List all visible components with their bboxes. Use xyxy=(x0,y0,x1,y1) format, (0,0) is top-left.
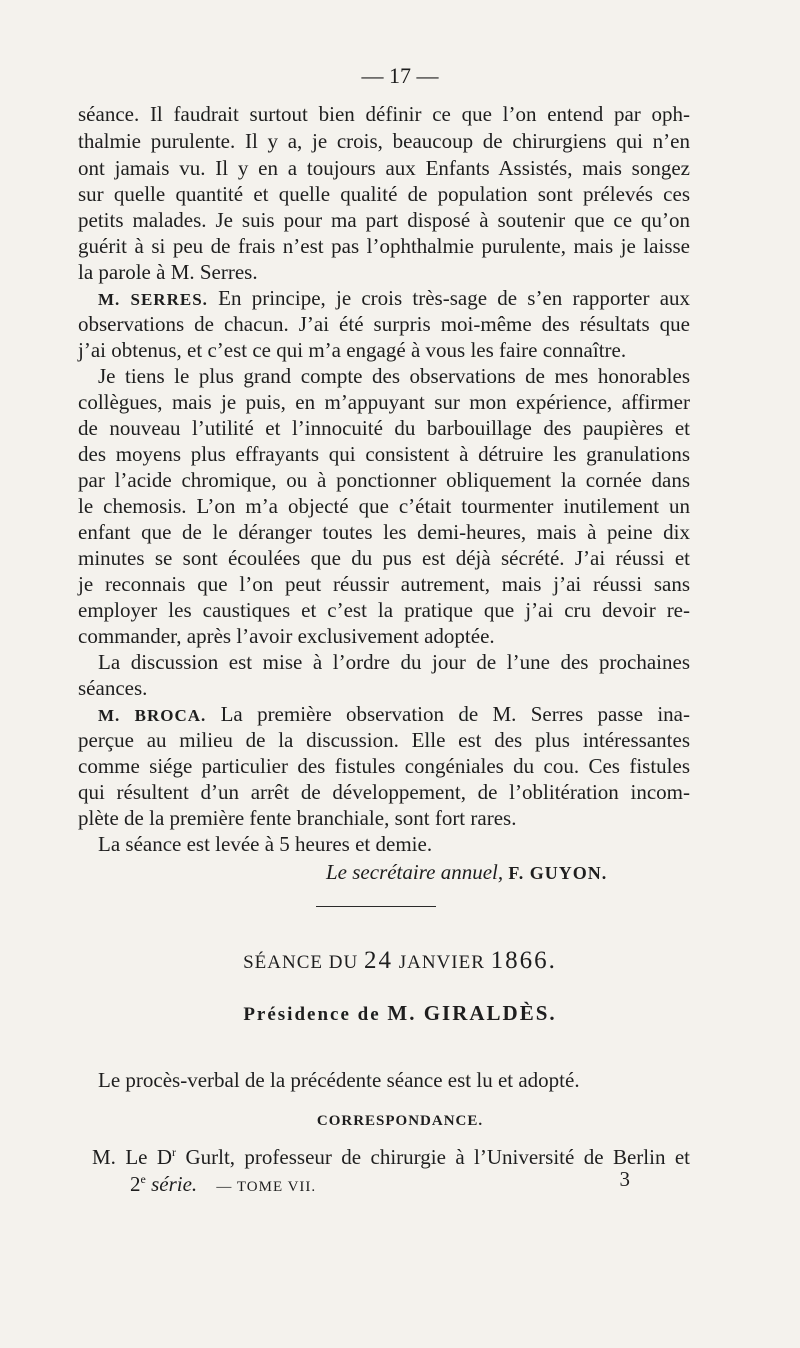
correspondance-heading: CORRESPONDANCE. xyxy=(316,1113,484,1129)
text-line: employer les caustiques et c’est la pratique que j’ai cru devoir re- xyxy=(78,598,690,622)
correspondance-prefix: M. Le D xyxy=(92,1145,173,1169)
text-line: observations de chacun. J’ai été surpris moi-même des résultats que xyxy=(78,312,690,336)
correspondance-sup: r xyxy=(172,1145,177,1159)
text-line: qui résultent d’un arrêt de développement, de l’oblitération incom- xyxy=(78,780,690,804)
page-footer xyxy=(130,1166,630,1196)
series-sup: e xyxy=(140,1172,146,1186)
speaker-name: M. SERRES. xyxy=(98,290,208,309)
speaker-text: La première observation de M. Serres passe ina- xyxy=(220,702,690,726)
signature xyxy=(326,859,626,886)
session-month: JANVIER xyxy=(398,952,485,973)
text-line: minutes se sont écoulées que du pus est déjà sécrété. J’ai réussi et xyxy=(78,546,690,570)
text-line: sur quelle quantité et quelle qualité de population sont prélevés ces xyxy=(78,182,690,206)
speaker-text: En principe, je crois très-sage de s’en rapporter aux xyxy=(218,286,691,310)
signature-role: Le secrétaire annuel, xyxy=(326,860,504,884)
text-line: de nouveau l’utilité et l’innocuité du barbouillage des paupières et xyxy=(78,416,690,440)
session-heading xyxy=(0,945,800,977)
text-line: La séance est levée à 5 heures et demie. xyxy=(98,832,433,856)
text-line: thalmie purulente. Il y a, je crois, beaucoup de chirurgiens qui n’en xyxy=(78,129,690,153)
text-line: séance. Il faudrait surtout bien définir ce que l’on entend par oph- xyxy=(78,102,690,126)
session-day: 24 xyxy=(363,947,393,974)
text-line: ont jamais vu. Il y en a toujours aux Enfants Assistés, mais songez xyxy=(78,156,690,180)
text-line: le chemosis. L’on m’a objecté que c’était tourmenter inutilement un xyxy=(78,494,690,518)
session-year: 1866. xyxy=(490,947,557,974)
text-line: guérit à si peu de frais n’est pas l’ophthalmie purulente, mais je laisse xyxy=(78,234,690,258)
presidence-line xyxy=(0,1000,800,1027)
text-line: la parole à M. Serres. xyxy=(78,260,258,284)
text-line: j’ai obtenus, et c’est ce qui m’a engagé à vous les faire connaître. xyxy=(78,338,627,362)
text-line: comme siége particulier des fistules congéniales du cou. Ces fistules xyxy=(78,754,690,778)
speaker-name: M. BROCA. xyxy=(98,706,207,725)
text-line: collègues, mais je puis, en m’appuyant sur mon expérience, affirmer xyxy=(78,390,690,414)
correspondance-line xyxy=(92,1139,690,1169)
speaker-line xyxy=(98,285,690,312)
correspondance-rest: Gurlt, professeur de chirurgie à l’Université de Berlin et xyxy=(176,1145,690,1169)
presidence-name: M. GIRALDÈS. xyxy=(387,1001,557,1025)
signature-name: F. GUYON. xyxy=(508,863,608,883)
text-line: des moyens plus effrayants qui consistent à détruire les granulations xyxy=(78,442,690,466)
text-line: je reconnais que l’on peut réussir autrement, mais j’ai réussi sans xyxy=(78,572,690,596)
series-number: 2 xyxy=(130,1172,141,1196)
text-line: Je tiens le plus grand compte des observations de mes honorables xyxy=(98,364,690,388)
text-line: plète de la première fente branchiale, sont fort rares. xyxy=(78,806,517,830)
speaker-line xyxy=(98,701,690,728)
text-line: perçue au milieu de la discussion. Elle est des plus intéressantes xyxy=(78,728,690,752)
series-word: série. xyxy=(145,1172,198,1196)
text-line: La discussion est mise à l’ordre du jour de l’une des prochaines xyxy=(98,650,690,674)
text-line: petits malades. Je suis pour ma part disposé à soutenir que ce qu’on xyxy=(78,208,690,232)
signature-mark: 3 xyxy=(619,1167,630,1191)
session-prefix: SÉANCE DU xyxy=(243,952,359,973)
text-line: séances. xyxy=(78,676,148,700)
text-line: par l’acide chromique, ou à ponctionner obliquement la cornée dans xyxy=(78,468,690,492)
text-line: commander, après l’avoir exclusivement adoptée. xyxy=(78,624,495,648)
section-divider xyxy=(316,906,436,907)
page-number: — 17 — xyxy=(361,63,439,88)
presidence-label: Présidence de xyxy=(243,1004,381,1025)
tome-label: — TOME VII. xyxy=(216,1179,317,1195)
text-line: enfant que de le déranger toutes les demi-heures, mais à peine dix xyxy=(78,520,690,544)
minutes-line: Le procès-verbal de la précédente séance est lu et adopté. xyxy=(98,1068,580,1092)
